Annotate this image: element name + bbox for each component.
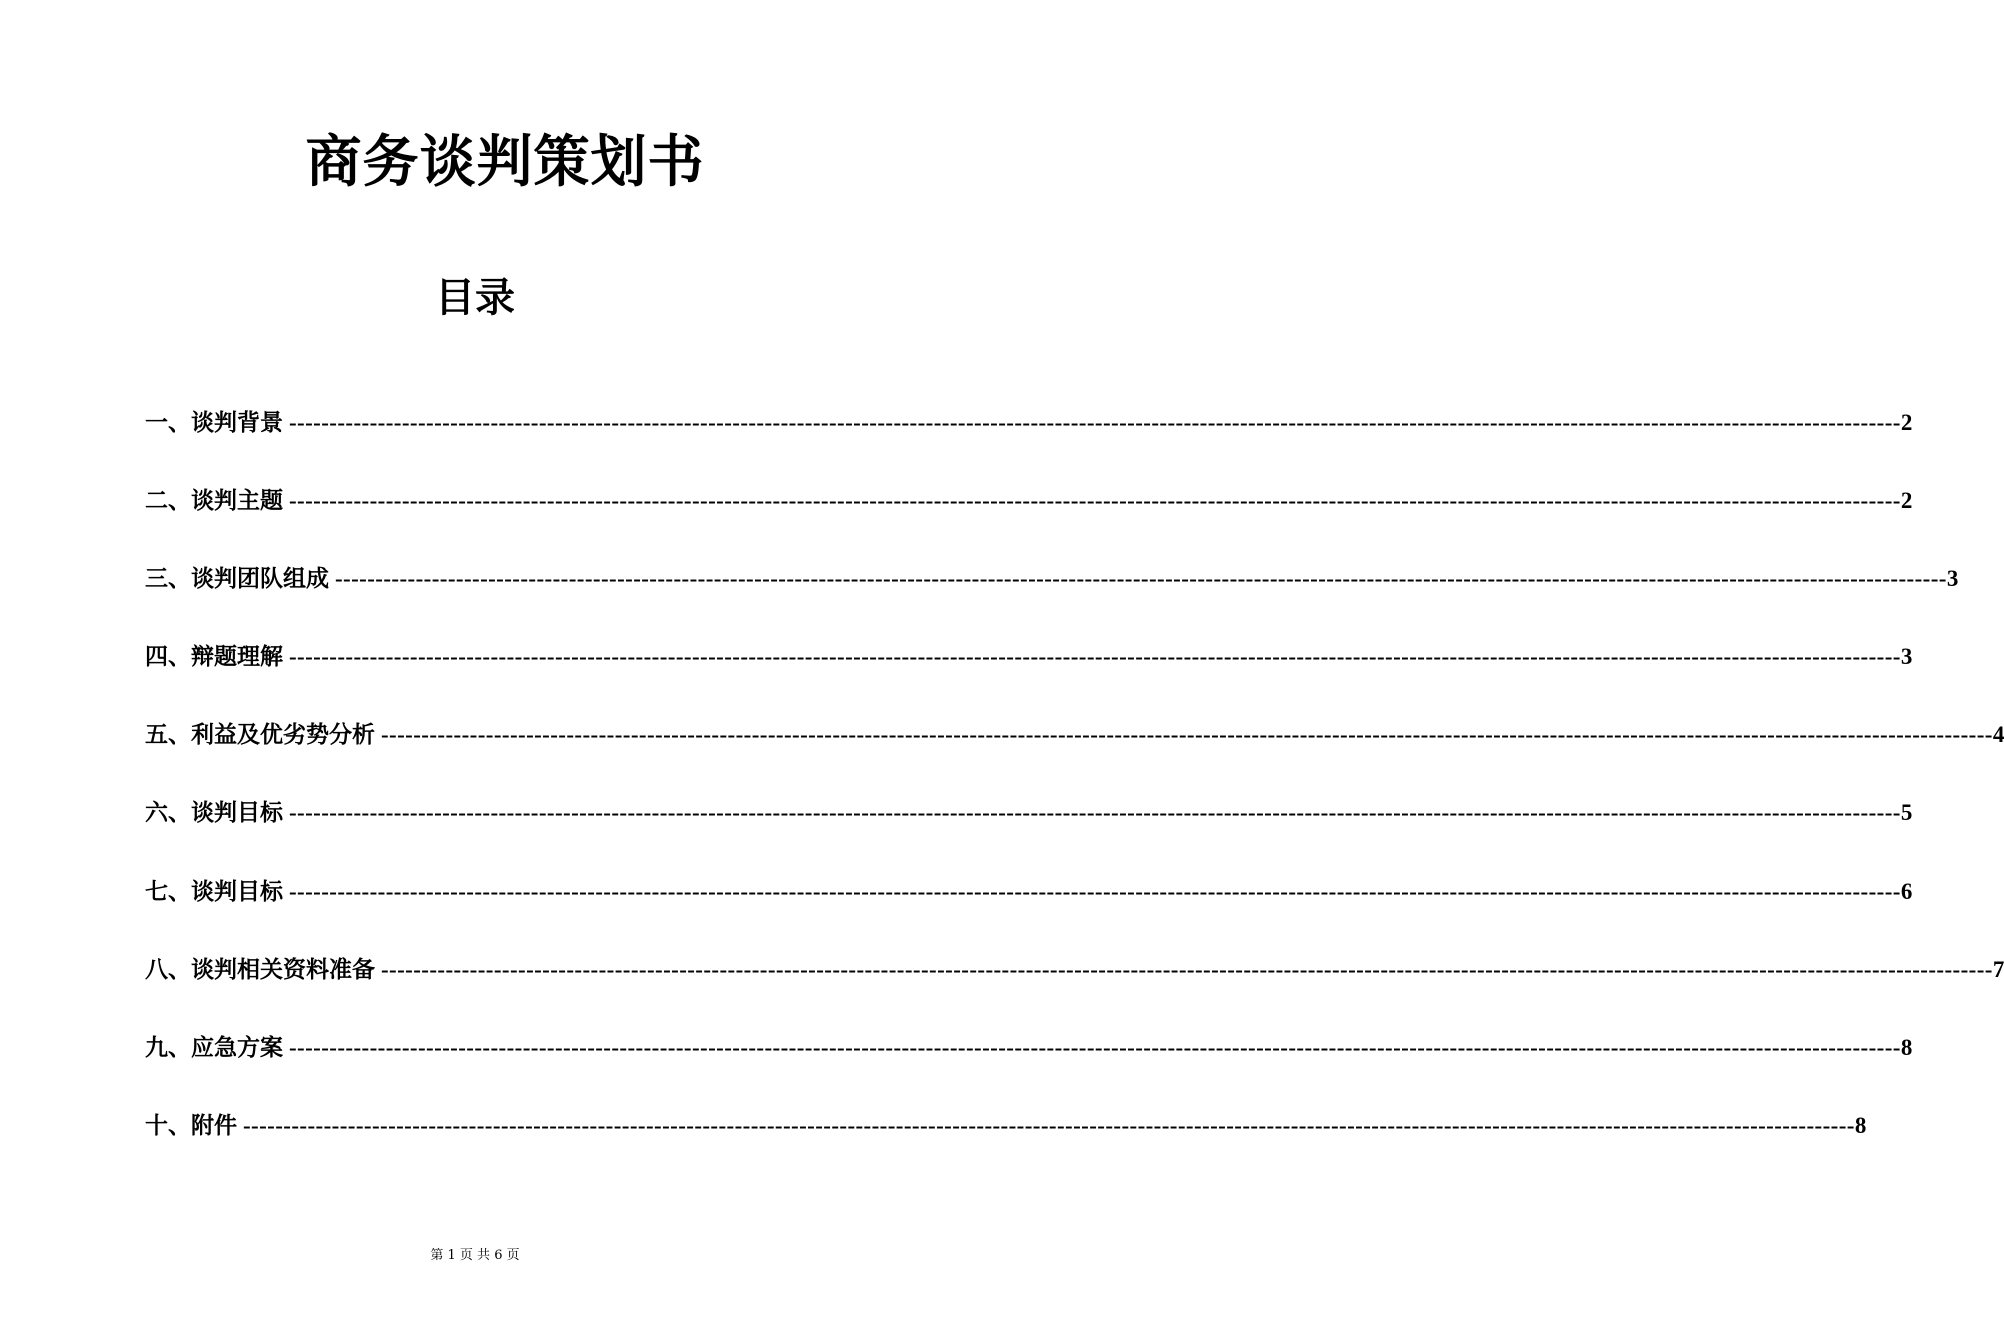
toc-dot-leader: --------------------------------------------------------------------------------------------------------------------------------------------------------------------------------------------------------: [243, 1112, 1855, 1138]
toc-entry-page: 2: [1900, 488, 1913, 514]
toc-heading: 目录: [435, 275, 515, 321]
toc-entry-page: 2: [1900, 410, 1913, 435]
document-title: 商务谈判策划书: [305, 130, 705, 195]
toc-entry-8[interactable]: [145, 951, 2004, 1029]
toc-entry-page: 3: [1900, 644, 1913, 670]
toc-entry-9[interactable]: [145, 1029, 1913, 1107]
toc-entry-page: 8: [1900, 1034, 1913, 1060]
toc-dot-leader: --------------------------------------------------------------------------------------------------------------------------------------------------------------------------------------------------------: [289, 1034, 1901, 1060]
toc-entry-page: 3: [1946, 566, 1959, 592]
toc-entry-page: 7: [1992, 956, 2004, 982]
toc-dot-leader: --------------------------------------------------------------------------------------------------------------------------------------------------------------------------------------------------------: [289, 488, 1901, 514]
toc-entry-label: 八、谈判相关资料准备: [145, 956, 375, 983]
toc-entry-label: 三、谈判团队组成: [145, 566, 329, 593]
toc-entry-10[interactable]: [145, 1107, 1867, 1185]
toc-entry-label: 五、利益及优劣势分析: [145, 722, 375, 749]
toc-entry-6[interactable]: [145, 794, 1913, 872]
toc-entry-label: 四、辩题理解: [145, 644, 283, 671]
toc-dot-leader: --------------------------------------------------------------------------------------------------------------------------------------------------------------------------------------------------------: [289, 644, 1901, 670]
page-footer: 第 1 页 共 6 页: [430, 1248, 520, 1263]
toc-entry-5[interactable]: [145, 716, 2004, 794]
toc-entry-label: 十、附件: [145, 1112, 237, 1139]
toc-entry-page: 6: [1900, 878, 1913, 904]
toc-entry-2[interactable]: [145, 482, 1913, 560]
toc-entry-label: 二、谈判主题: [145, 488, 283, 515]
toc-entry-7[interactable]: [145, 873, 1913, 951]
toc-dot-leader: --------------------------------------------------------------------------------------------------------------------------------------------------------------------------------------------------------: [381, 956, 1993, 982]
toc-entry-4[interactable]: [145, 638, 1913, 716]
toc-entry-page: 8: [1854, 1112, 1867, 1138]
toc-dot-leader: --------------------------------------------------------------------------------------------------------------------------------------------------------------------------------------------------------: [289, 800, 1901, 826]
toc-entry-label: 七、谈判目标: [145, 878, 283, 905]
toc-entry-label: 一、谈判背景: [145, 410, 283, 436]
toc-entry-page: 5: [1900, 800, 1913, 826]
toc-dot-leader: --------------------------------------------------------------------------------------------------------------------------------------------------------------------------------------------------------: [289, 410, 1901, 435]
table-of-contents: [145, 404, 2004, 1185]
toc-entry-page: 4: [1992, 722, 2004, 748]
toc-dot-leader: --------------------------------------------------------------------------------------------------------------------------------------------------------------------------------------------------------: [381, 722, 1993, 748]
toc-entry-1[interactable]: [145, 404, 1913, 482]
toc-entry-3[interactable]: [145, 560, 1959, 638]
toc-dot-leader: --------------------------------------------------------------------------------------------------------------------------------------------------------------------------------------------------------: [335, 566, 1947, 592]
toc-entry-label: 六、谈判目标: [145, 800, 283, 827]
toc-dot-leader: --------------------------------------------------------------------------------------------------------------------------------------------------------------------------------------------------------: [289, 878, 1901, 904]
toc-entry-label: 九、应急方案: [145, 1034, 283, 1061]
